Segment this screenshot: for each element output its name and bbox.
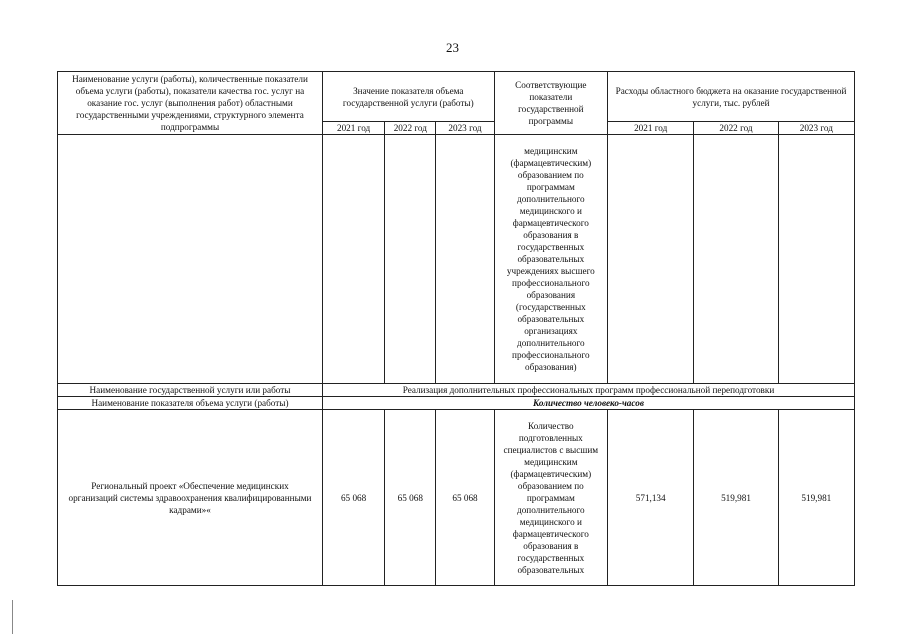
header-volume-year-2021: 2021 год — [322, 122, 384, 135]
project-name: Региональный проект «Обеспечение медицинских организаций системы здравоохранения квалифицированными кадрами»« — [58, 410, 323, 586]
header-volume-year-2022: 2022 год — [385, 122, 436, 135]
project-volume-2023: 65 068 — [436, 410, 494, 586]
header-budget-year-2021: 2021 год — [608, 122, 694, 135]
project-row — [58, 410, 855, 586]
header-program-indicators: Соответствующие показатели государственной программы — [494, 72, 607, 135]
cell-empty — [778, 135, 854, 384]
continuation-row — [58, 135, 855, 384]
indicator-row-label: Наименование показателя объема услуги (работы) — [58, 397, 323, 410]
cell-empty — [322, 135, 384, 384]
header-service-name: Наименование услуги (работы), количественные показатели объема услуги (работы), показатели качества гос. услуг на оказание гос. услуг (выполнения работ) областными государственными учреждениями, структурного элемента подпрограммы — [58, 72, 323, 135]
margin-mark — [12, 600, 13, 634]
cell-empty — [608, 135, 694, 384]
service-row-value: Реализация дополнительных профессиональных программ профессиональной переподготовки — [322, 384, 854, 397]
header-budget-year-2022: 2022 год — [694, 122, 778, 135]
cell-empty — [436, 135, 494, 384]
project-program-text: Количество подготовленных специалистов с высшим медицинским (фармацевтическим) образованием по программам дополнительного медицинского и фармацевтического образования в государственных образовательных — [494, 410, 607, 586]
continuation-program-text: медицинским (фармацевтическим) образованием по программам дополнительного медицинского и фармацевтического образования в государственных образовательных учреждениях высшего профессионального образования (государственных образовательных организациях дополнительного профессионального образования) — [494, 135, 607, 384]
header-budget-year-2023: 2023 год — [778, 122, 854, 135]
page-number: 23 — [446, 40, 459, 55]
project-volume-2021: 65 068 — [322, 410, 384, 586]
indicator-row-value: Количество человеко-часов — [322, 397, 854, 410]
project-budget-2022: 519,981 — [694, 410, 778, 586]
indicator-row — [58, 397, 855, 410]
service-row — [58, 384, 855, 397]
project-budget-2021: 571,134 — [608, 410, 694, 586]
header-row-1 — [58, 72, 855, 122]
budget-table — [57, 71, 855, 586]
project-volume-2022: 65 068 — [385, 410, 436, 586]
header-volume-year-2023: 2023 год — [436, 122, 494, 135]
service-row-label: Наименование государственной услуги или работы — [58, 384, 323, 397]
project-budget-2023: 519,981 — [778, 410, 854, 586]
cell-empty — [694, 135, 778, 384]
cell-empty — [58, 135, 323, 384]
cell-empty — [385, 135, 436, 384]
header-budget-group: Расходы областного бюджета на оказание государственной услуги, тыс. рублей — [608, 72, 855, 122]
header-volume-group: Значение показателя объема государственной услуги (работы) — [322, 72, 494, 122]
